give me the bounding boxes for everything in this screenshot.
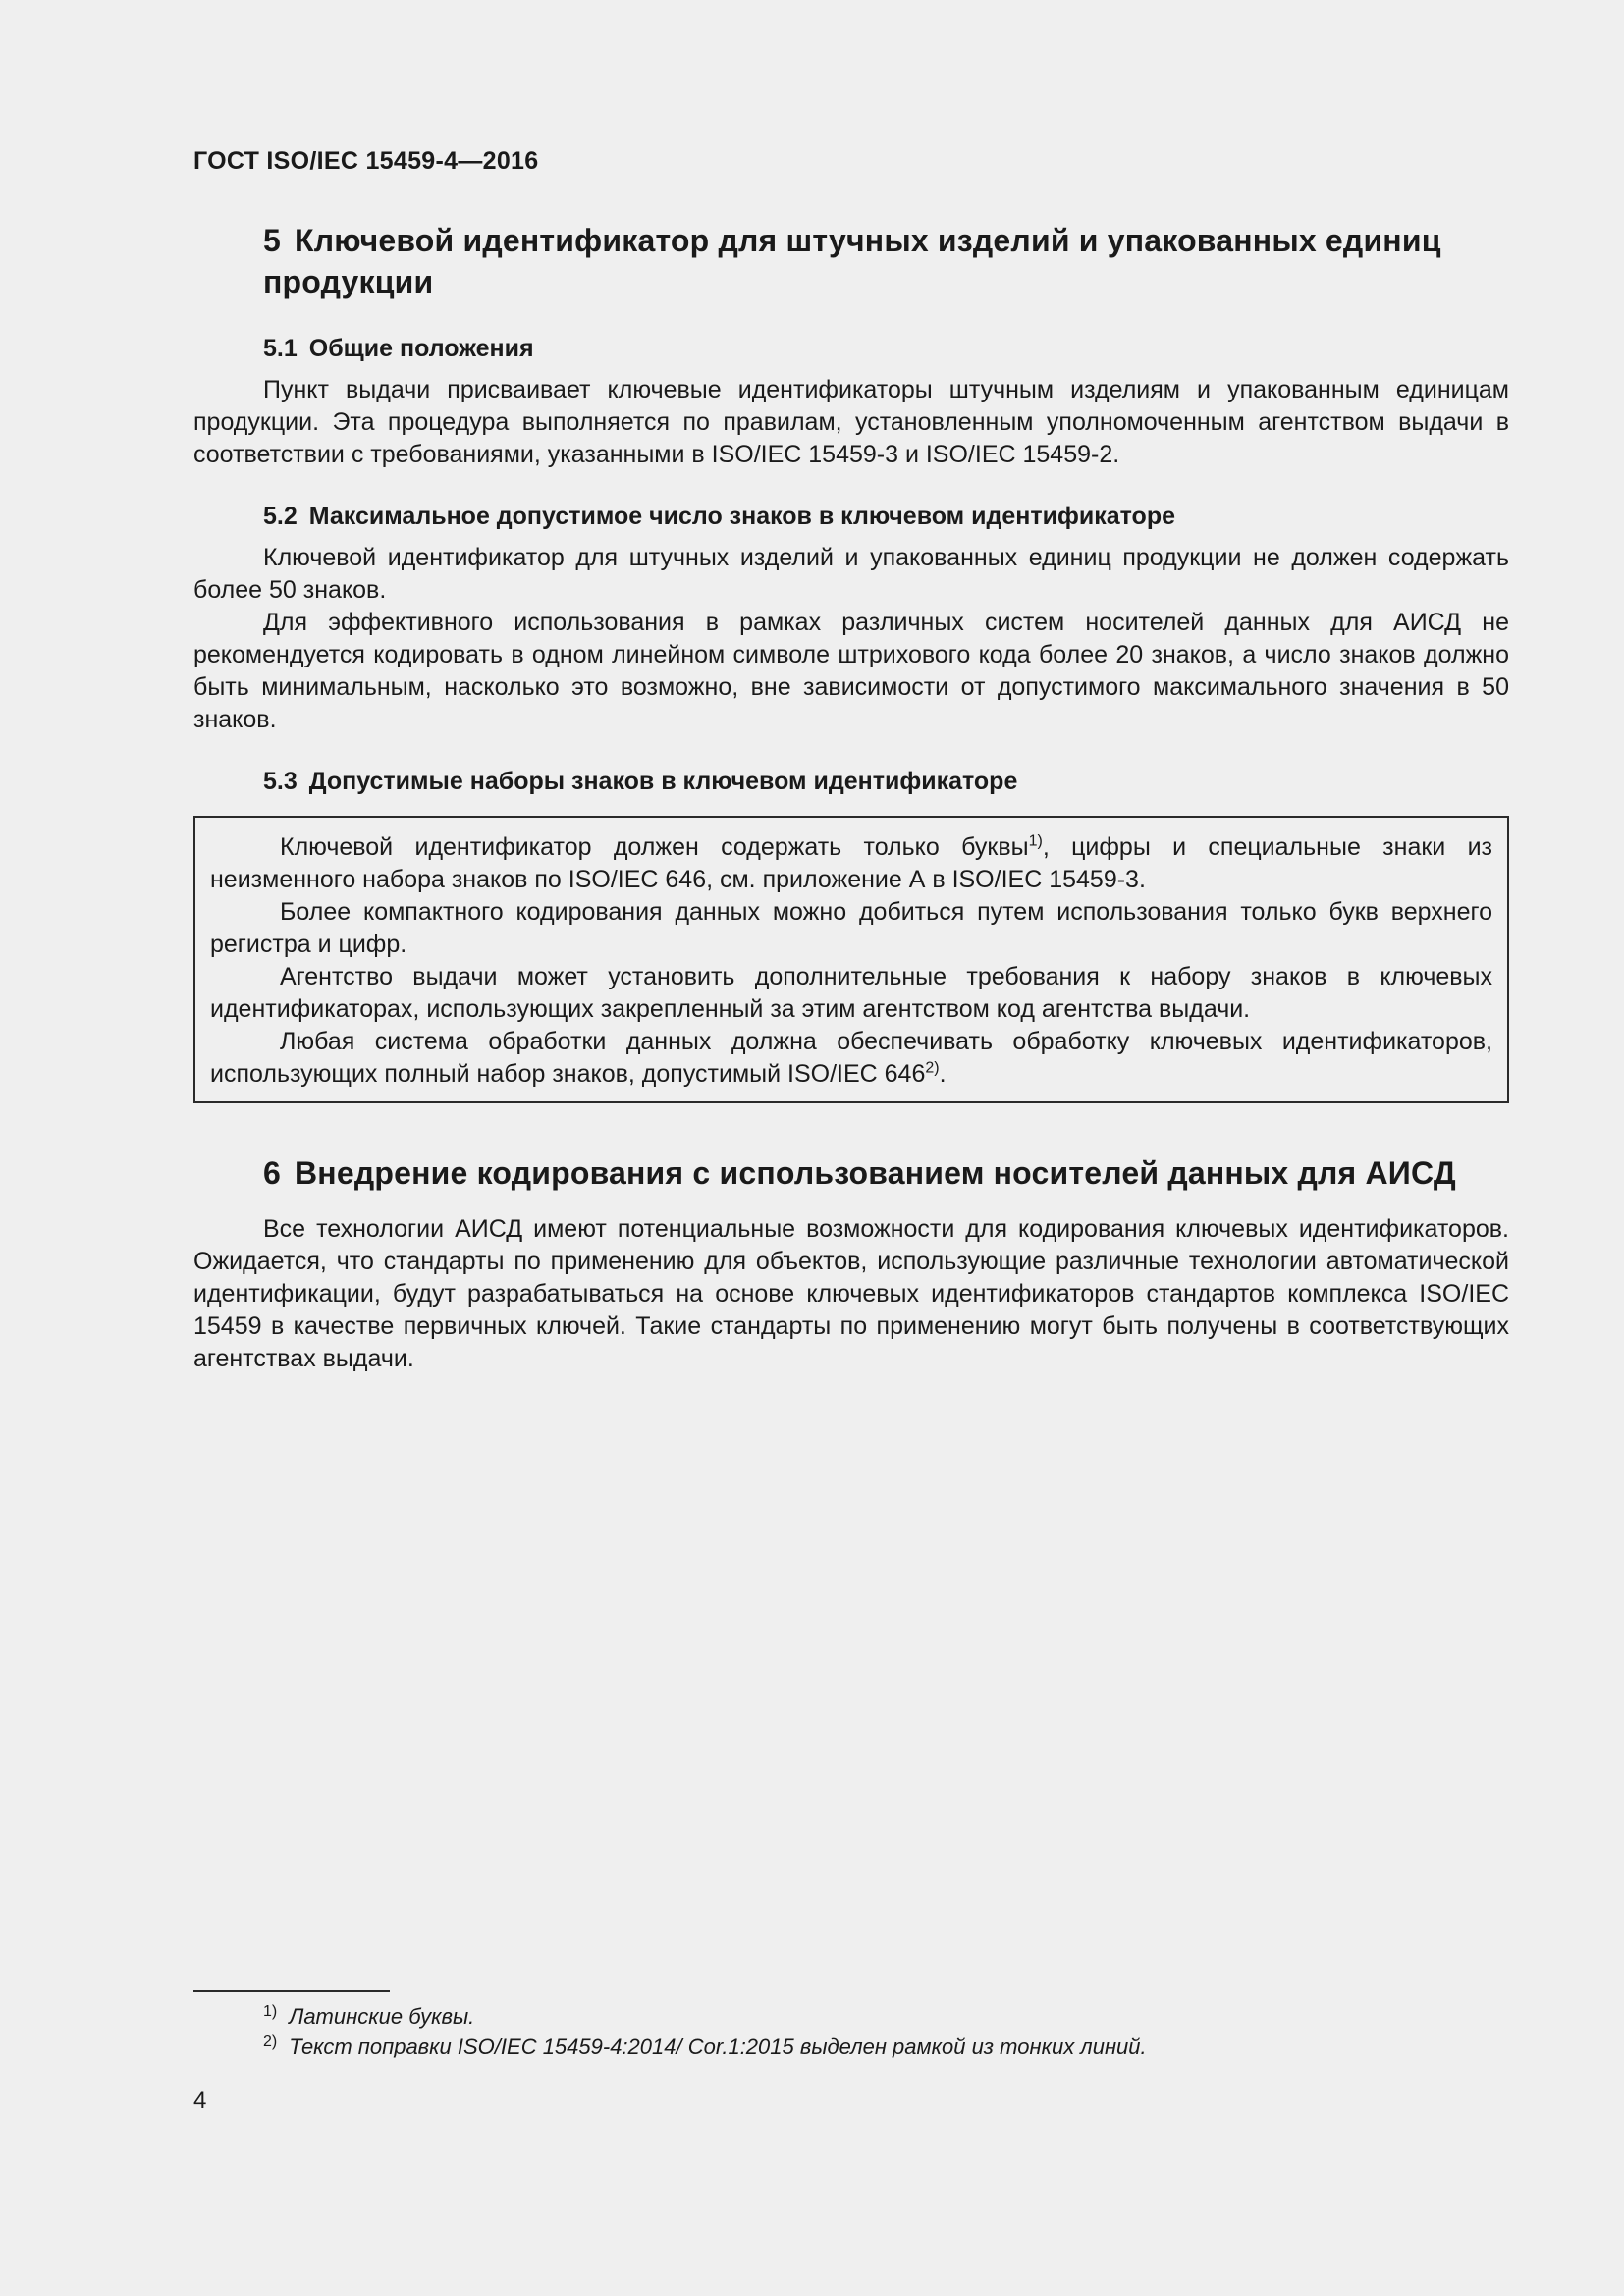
section-6-title: [193, 1152, 1509, 1194]
section-5-3-p4-text-a: Любая система обработки данных должна обеспечивать обработку ключевых идентификаторов, использующих полный набор знаков, допустимый ISO/IEC 646: [210, 1028, 1492, 1088]
page-content: [193, 220, 1509, 1375]
amendment-frame: [193, 816, 1509, 1103]
section-5-2-paragraph-1: Ключевой идентификатор для штучных изделий и упакованных единиц продукции не должен содержать более 50 знаков.: [193, 544, 1509, 604]
section-5-3-paragraph-4: [210, 1026, 1492, 1091]
section-5-1-number: 5.1: [263, 335, 298, 362]
section-5-3-p1-text-a: Ключевой идентификатор должен содержать только буквы: [280, 833, 1029, 861]
section-5-1-title-text: Общие положения: [308, 335, 534, 362]
section-5-3-title-text: Допустимые наборы знаков в ключевом идентификаторе: [308, 768, 1018, 795]
section-5-3-paragraph-3: Агентство выдачи может установить дополнительные требования к набору знаков в ключевых идентификаторах, использующих закрепленный за этим агентством код агентства выдачи.: [210, 963, 1492, 1023]
section-5-title-text: Ключевой идентификатор для штучных изделий и упакованных единиц продукции: [263, 223, 1441, 299]
section-5-2-title-text: Максимальное допустимое число знаков в ключевом идентификаторе: [308, 503, 1175, 530]
section-5-3-title: [193, 765, 1509, 798]
section-5-3-paragraph-2: Более компактного кодирования данных можно добиться путем использования только букв верхнего регистра и цифр.: [210, 898, 1492, 958]
footnote-1-mark: 1): [263, 2002, 278, 2020]
footnote-2-text: Текст поправки ISO/IEC 15459-4:2014/ Cor.1:2015 выделен рамкой из тонких линий.: [289, 2034, 1147, 2058]
section-6-paragraph: Все технологии АИСД имеют потенциальные возможности для кодирования ключевых идентификаторов. Ожидается, что стандарты по применению для объектов, использующие различные технологии автоматической идентификации, будут разрабатываться на основе ключевых идентификаторов стандартов комплекса ISO/IEC 15459 в качестве первичных ключей. Такие стандарты по применению могут быть получены в соответствующих агентствах выдачи.: [193, 1215, 1509, 1372]
section-5-title: [193, 220, 1509, 302]
section-5-number: 5: [263, 223, 281, 258]
section-6-title-text: Внедрение кодирования с использованием носителей данных для АИСД: [295, 1155, 1456, 1191]
footnote-divider: [193, 1990, 390, 1992]
footnote-ref-2: 2): [925, 1059, 940, 1077]
document-header: ГОСТ ISO/IEC 15459-4—2016: [193, 147, 539, 175]
footnote-1-text: Латинские буквы.: [289, 2004, 475, 2029]
section-5-1-paragraph: Пункт выдачи присваивает ключевые идентификаторы штучным изделиям и упакованным единицам продукции. Эта процедура выполняется по правилам, установленным уполномоченным агентством выдачи в соответствии с требованиями, указанными в ISO/IEC 15459-3 и ISO/IEC 15459-2.: [193, 376, 1509, 468]
section-6-number: 6: [263, 1155, 281, 1191]
section-5-1-title: [193, 332, 1509, 365]
section-5-2-title: [193, 500, 1509, 533]
footnotes: [263, 2002, 1147, 2061]
footnote-1: [263, 2002, 1147, 2032]
footnote-2: [263, 2032, 1147, 2061]
section-5-2-paragraph-2: Для эффективного использования в рамках различных систем носителей данных для АИСД не рекомендуется кодировать в одном линейном символе штрихового кода более 20 знаков, а число знаков должно быть минимальным, насколько это возможно, вне зависимости от допустимого максимального значения в 50 знаков.: [193, 609, 1509, 733]
section-5-3-p1-text-b: , цифры и специальные знаки из неизменного набора знаков по ISO/IEC 646, см. приложение А в ISO/IEC 15459-3.: [210, 833, 1492, 893]
footnote-ref-1: 1): [1028, 832, 1043, 850]
section-5-3-number: 5.3: [263, 768, 298, 795]
section-5-3-paragraph-1: [210, 831, 1492, 896]
section-5-2-number: 5.2: [263, 503, 298, 530]
page-number: 4: [193, 2087, 207, 2113]
footnote-2-mark: 2): [263, 2032, 278, 2050]
section-5-3-p4-text-b: .: [939, 1060, 947, 1088]
